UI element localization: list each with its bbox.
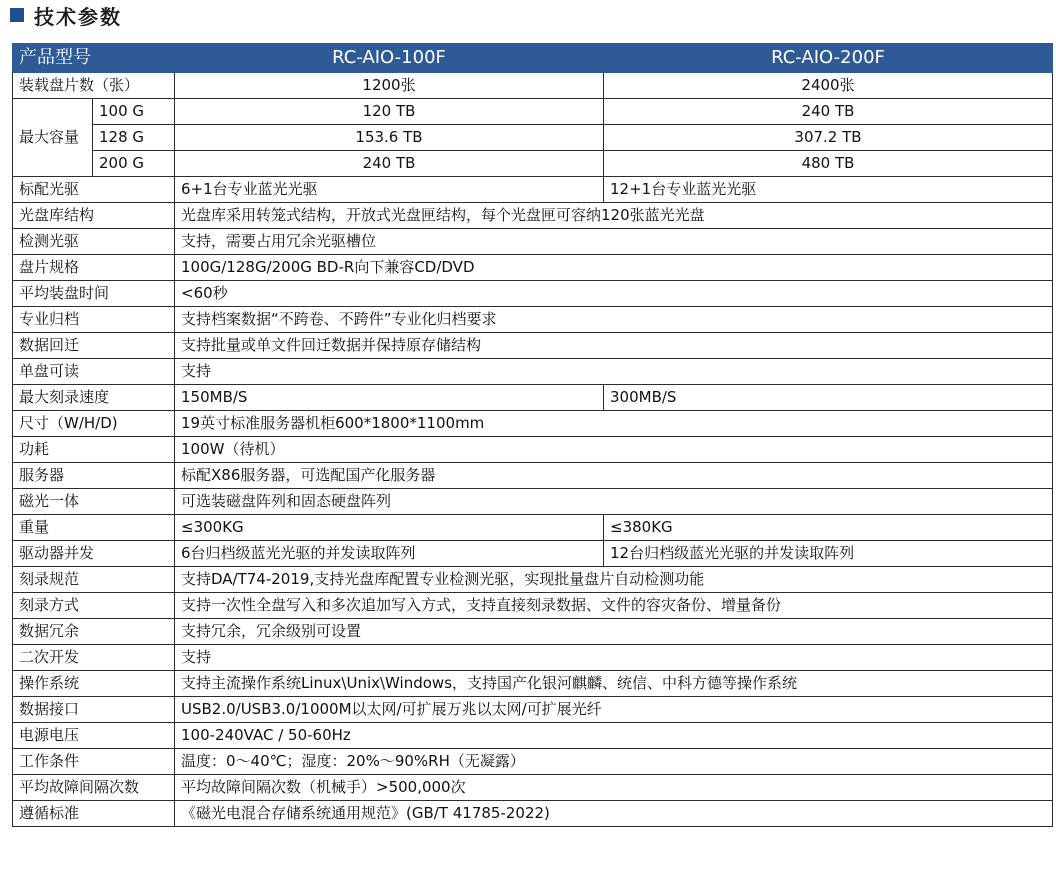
row-label: 二次开发 <box>13 645 175 671</box>
row-label: 功耗 <box>13 437 175 463</box>
value-a: 6台归档级蓝光光驱的并发读取阵列 <box>175 541 604 567</box>
row-value: 可选装磁盘阵列和固态硬盘阵列 <box>175 489 1053 515</box>
value-a: ≤300KG <box>175 515 604 541</box>
row-label: 数据接口 <box>13 697 175 723</box>
table-row <box>13 73 1053 99</box>
table-row <box>13 697 1053 723</box>
section-header <box>10 0 122 30</box>
row-value: 支持一次性全盘写入和多次追加写入方式，支持直接刻录数据、文件的容灾备份、增量备份 <box>175 593 1053 619</box>
row-label: 刻录规范 <box>13 567 175 593</box>
row-label: 驱动器并发 <box>13 541 175 567</box>
row-label: 检测光驱 <box>13 229 175 255</box>
value-b: 307.2 TB <box>604 125 1053 151</box>
row-value: 支持 <box>175 359 1053 385</box>
square-bullet-icon <box>10 8 24 22</box>
value-a: 6+1台专业蓝光光驱 <box>175 177 604 203</box>
row-value: USB2.0/USB3.0/1000M以太网/可扩展万兆以太网/可扩展光纤 <box>175 697 1053 723</box>
row-label: 工作条件 <box>13 749 175 775</box>
row-value: 支持主流操作系统Linux\Unix\Windows，支持国产化银河麒麟、统信、中科方德等操作系统 <box>175 671 1053 697</box>
row-label: 磁光一体 <box>13 489 175 515</box>
value-b: 12+1台专业蓝光光驱 <box>604 177 1053 203</box>
table-row <box>13 411 1053 437</box>
row-label: 单盘可读 <box>13 359 175 385</box>
row-value: 支持 <box>175 645 1053 671</box>
value-b: 240 TB <box>604 99 1053 125</box>
table-row <box>13 593 1053 619</box>
table-row <box>13 775 1053 801</box>
row-label: 操作系统 <box>13 671 175 697</box>
row-value: 19英寸标准服务器机柜600*1800*1100mm <box>175 411 1053 437</box>
row-value: 支持批量或单文件回迁数据并保持原存储结构 <box>175 333 1053 359</box>
value-b: 12台归档级蓝光光驱的并发读取阵列 <box>604 541 1053 567</box>
value-a: 150MB/S <box>175 385 604 411</box>
value-a: 1200张 <box>175 73 604 99</box>
table-row <box>13 801 1053 827</box>
value-b: 480 TB <box>604 151 1053 177</box>
table-row <box>13 281 1053 307</box>
header-model-a: RC-AIO-100F <box>175 44 604 73</box>
table-row <box>13 151 1053 177</box>
table-row <box>13 99 1053 125</box>
row-label: 数据回迁 <box>13 333 175 359</box>
table-row <box>13 619 1053 645</box>
row-value: 支持冗余，冗余级别可设置 <box>175 619 1053 645</box>
row-label: 平均装盘时间 <box>13 281 175 307</box>
row-label: 专业归档 <box>13 307 175 333</box>
value-b: 300MB/S <box>604 385 1053 411</box>
table-row <box>13 515 1053 541</box>
row-label: 最大刻录速度 <box>13 385 175 411</box>
table-row <box>13 385 1053 411</box>
table-row <box>13 463 1053 489</box>
row-value: 温度：0～40℃；湿度：20%～90%RH（无凝露） <box>175 749 1053 775</box>
table-row <box>13 307 1053 333</box>
row-value: 100-240VAC / 50-60Hz <box>175 723 1053 749</box>
row-value: 支持档案数据“不跨卷、不跨件”专业化归档要求 <box>175 307 1053 333</box>
header-row <box>13 44 1053 73</box>
row-value: <60秒 <box>175 281 1053 307</box>
table-row <box>13 255 1053 281</box>
row-value: 标配X86服务器，可选配国产化服务器 <box>175 463 1053 489</box>
row-label: 平均故障间隔次数 <box>13 775 175 801</box>
value-a: 153.6 TB <box>175 125 604 151</box>
row-value: 100W（待机） <box>175 437 1053 463</box>
row-value: 《磁光电混合存储系统通用规范》(GB/T 41785-2022) <box>175 801 1053 827</box>
row-label: 光盘库结构 <box>13 203 175 229</box>
row-label: 最大容量 <box>13 99 93 177</box>
spec-table <box>12 43 1053 827</box>
table-row <box>13 723 1053 749</box>
header-model-b: RC-AIO-200F <box>604 44 1053 73</box>
table-row <box>13 177 1053 203</box>
table-row <box>13 125 1053 151</box>
table-row <box>13 359 1053 385</box>
value-a: 240 TB <box>175 151 604 177</box>
header-label: 产品型号 <box>13 44 175 73</box>
row-label: 电源电压 <box>13 723 175 749</box>
row-label: 尺寸（W/H/D) <box>13 411 175 437</box>
table-row <box>13 437 1053 463</box>
row-label: 标配光驱 <box>13 177 175 203</box>
row-value: 100G/128G/200G BD-R向下兼容CD/DVD <box>175 255 1053 281</box>
row-label: 重量 <box>13 515 175 541</box>
table-row <box>13 645 1053 671</box>
row-label: 数据冗余 <box>13 619 175 645</box>
capacity-size: 128 G <box>93 125 175 151</box>
row-label: 装载盘片数（张） <box>13 73 175 99</box>
row-value: 支持，需要占用冗余光驱槽位 <box>175 229 1053 255</box>
table-row <box>13 203 1053 229</box>
row-label: 服务器 <box>13 463 175 489</box>
value-b: ≤380KG <box>604 515 1053 541</box>
table-row <box>13 489 1053 515</box>
capacity-size: 100 G <box>93 99 175 125</box>
table-row <box>13 671 1053 697</box>
table-row <box>13 333 1053 359</box>
row-value: 光盘库采用转笼式结构，开放式光盘匣结构，每个光盘匣可容纳120张蓝光光盘 <box>175 203 1053 229</box>
row-value: 平均故障间隔次数（机械手）>500,000次 <box>175 775 1053 801</box>
table-row <box>13 749 1053 775</box>
row-label: 刻录方式 <box>13 593 175 619</box>
section-title: 技术参数 <box>34 4 122 29</box>
value-b: 2400张 <box>604 73 1053 99</box>
table-row <box>13 541 1053 567</box>
table-row <box>13 229 1053 255</box>
capacity-size: 200 G <box>93 151 175 177</box>
row-label: 遵循标准 <box>13 801 175 827</box>
row-value: 支持DA/T74-2019,支持光盘库配置专业检测光驱，实现批量盘片自动检测功能 <box>175 567 1053 593</box>
row-label: 盘片规格 <box>13 255 175 281</box>
table-row <box>13 567 1053 593</box>
value-a: 120 TB <box>175 99 604 125</box>
